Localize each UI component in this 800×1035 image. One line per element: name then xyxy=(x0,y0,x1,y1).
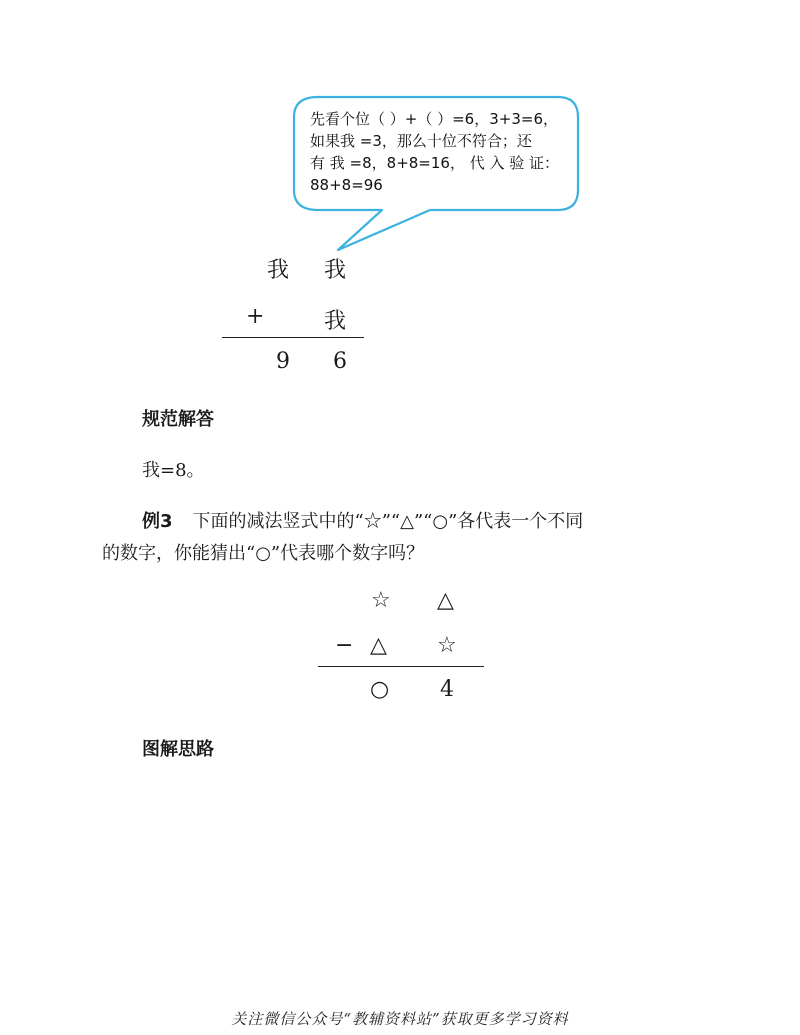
bubble-line: 先看个位（ ）+（ ）=6，3+3=6， xyxy=(310,110,558,128)
answer-text: 我=8。 xyxy=(142,460,205,481)
example-line-2: 的数字，你能猜出“○”代表哪个数字吗？ xyxy=(102,543,425,564)
section-heading-answer: 规范解答 xyxy=(142,409,214,430)
bubble-text xyxy=(310,108,560,196)
example-line-1: 下面的减法竖式中的“☆”“△”“○”各代表一个不同 xyxy=(192,511,584,532)
digit-ones-top: 我 xyxy=(324,258,347,283)
result-tens: 9 xyxy=(276,349,290,374)
triangle-symbol: △ xyxy=(437,588,454,613)
result-ones: 6 xyxy=(333,349,347,374)
digit-ones-second: 我 xyxy=(324,309,347,334)
example-label: 例3 xyxy=(142,511,173,532)
result-four: 4 xyxy=(440,677,454,702)
difference-line xyxy=(318,666,484,667)
section-heading-diagram: 图解思路 xyxy=(142,739,214,760)
star-symbol: ☆ xyxy=(371,588,391,613)
sum-line xyxy=(222,337,364,338)
minus-sign: − xyxy=(335,633,354,658)
star-symbol: ☆ xyxy=(437,633,457,658)
footer-note: 关注微信公众号“教辅资料站”获取更多学习资料 xyxy=(231,1010,569,1028)
plus-sign: + xyxy=(246,304,265,329)
bubble-line: 有 我 =8，8+8=16， 代 入 验 证： xyxy=(310,154,560,172)
triangle-symbol: △ xyxy=(370,633,387,658)
bubble-line: 88+8=96 xyxy=(310,176,383,194)
circle-symbol: ○ xyxy=(370,677,390,702)
example-paragraph xyxy=(142,507,583,533)
bubble-line: 如果我 =3，那么十位不符合；还 xyxy=(310,132,532,150)
digit-tens-top: 我 xyxy=(267,258,290,283)
